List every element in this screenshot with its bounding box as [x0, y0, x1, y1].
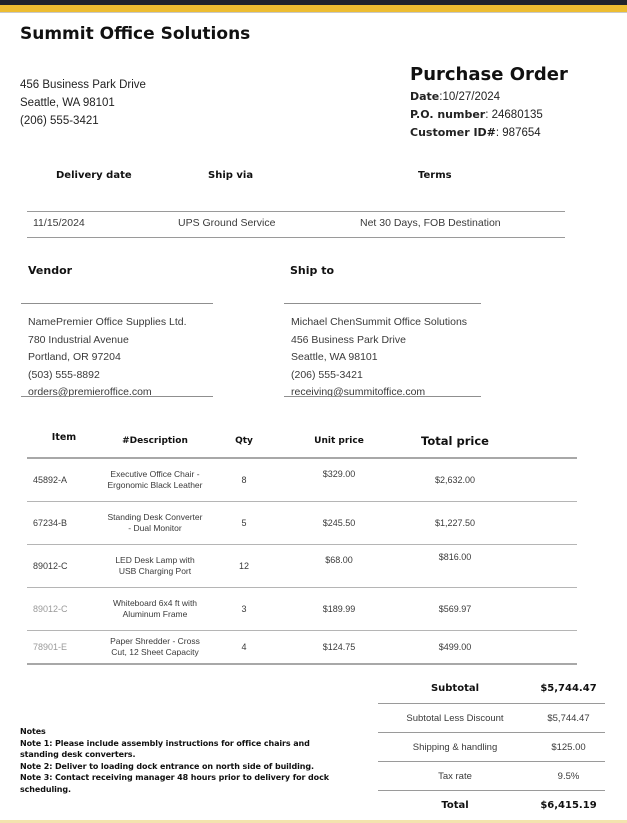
po-number	[410, 106, 568, 124]
shipping-handling-row	[378, 732, 605, 761]
vendor-divider-bottom	[21, 396, 213, 397]
item-unit-price: $245.50	[322, 518, 356, 528]
tax-rate-value: 9.5%	[557, 770, 580, 782]
ship-to-line: receiving@summitoffice.com	[291, 386, 426, 398]
terms-value: Net 30 Days, FOB Destination	[360, 217, 501, 229]
subtotal-less-discount-label: Subtotal Less Discount	[406, 712, 504, 724]
ship-via-value: UPS Ground Service	[178, 217, 276, 229]
item-description-line: LED Desk Lamp with	[115, 555, 195, 565]
items-table-header-row	[27, 425, 577, 459]
unit-price-column-header: Unit price	[314, 436, 364, 446]
tax-rate-row	[378, 761, 605, 790]
subtotal-label: Subtotal	[430, 683, 480, 694]
total-row	[378, 790, 605, 819]
vendor-address-block	[28, 314, 187, 402]
item-description	[101, 512, 209, 534]
item-qty: 12	[238, 561, 249, 571]
item-qty: 8	[241, 475, 247, 485]
total-price-column-header: Total price	[421, 434, 489, 448]
vendor-line: NamePremier Office Supplies Ltd.	[28, 316, 187, 328]
item-description-line: Whiteboard 6x4 ft with	[112, 598, 198, 608]
po-title: Purchase Order	[410, 64, 568, 85]
po-date-value: :10/27/2024	[439, 91, 501, 103]
vendor-line: 780 Industrial Avenue	[28, 333, 129, 346]
description-column-header: #Description	[122, 436, 188, 446]
shipping-handling-label: Shipping & handling	[412, 741, 498, 753]
po-date-label: Date	[410, 90, 440, 103]
shipping-divider-bottom	[27, 237, 565, 238]
subtotal-value: $5,744.47	[540, 683, 597, 694]
item-code: 78901-E	[33, 642, 68, 652]
po-date	[410, 88, 568, 106]
item-description	[101, 469, 209, 491]
shipping-handling-value: $125.00	[551, 741, 586, 753]
subtotal-row	[378, 674, 605, 703]
company-address	[20, 76, 146, 130]
ship-to-divider-bottom	[284, 396, 481, 397]
table-row	[27, 502, 577, 545]
total-value: $6,415.19	[540, 799, 597, 811]
ship-to-address-block	[291, 314, 467, 402]
company-address-line: Seattle, WA 98101	[20, 97, 115, 109]
item-description-line: Executive Office Chair -	[110, 469, 200, 479]
ship-via-header: Ship via	[208, 170, 254, 181]
item-code: 89012-C	[33, 561, 68, 571]
note-line: Note 2: Deliver to loading dock entrance on north side of building.	[20, 761, 314, 771]
item-unit-price-value: $329.00	[322, 469, 356, 479]
item-code: 89012-C	[33, 604, 68, 614]
qty-column-header: Qty	[235, 436, 253, 446]
item-description	[101, 555, 209, 577]
po-customer-id-label: Customer ID#	[410, 126, 496, 139]
item-description	[101, 598, 209, 620]
ship-to-section-title: Ship to	[290, 264, 335, 277]
vendor-line: orders@premieroffice.com	[28, 386, 152, 398]
item-description-line: Ergonomic Black Leather	[107, 480, 203, 490]
subtotal-less-discount-row	[378, 703, 605, 732]
vendor-line: Portland, OR 97204	[28, 351, 121, 363]
vendor-section-title: Vendor	[28, 264, 73, 277]
item-total-price: $499.00	[438, 642, 472, 652]
notes-section	[20, 726, 350, 795]
company-address-line: (206) 555-3421	[20, 115, 99, 127]
note-line: Note 3: Contact receiving manager 48 hours prior to delivery for dock scheduling.	[20, 773, 329, 794]
subtotal-less-discount-value: $5,744.47	[547, 712, 590, 724]
vendor-divider-top	[21, 303, 213, 304]
tax-rate-label: Tax rate	[438, 770, 472, 782]
po-header-block	[410, 64, 568, 142]
items-table	[27, 425, 577, 665]
item-total-price-value: $816.00	[438, 552, 472, 562]
item-column-header: Item	[51, 431, 77, 443]
item-qty: 3	[241, 604, 247, 614]
po-customer-id-value: : 987654	[495, 127, 541, 139]
item-total-price: $569.97	[438, 604, 472, 614]
vendor-line: (503) 555-8892	[28, 368, 100, 381]
ship-to-line: 456 Business Park Drive	[291, 333, 406, 346]
item-code: 67234-B	[33, 518, 68, 528]
ship-to-line: (206) 555-3421	[291, 368, 363, 381]
ship-to-line: Michael ChenSummit Office Solutions	[291, 316, 468, 328]
po-number-label: P.O. number	[410, 108, 486, 121]
totals-table	[378, 674, 605, 819]
item-description	[101, 636, 209, 658]
table-row	[27, 631, 577, 665]
item-code: 45892-A	[33, 475, 68, 485]
item-unit-price-value: $68.00	[325, 555, 353, 565]
item-unit-price: $124.75	[322, 642, 356, 652]
item-unit-price: $189.99	[322, 604, 356, 614]
item-total-price: $1,227.50	[434, 518, 476, 528]
notes-title: Notes	[20, 727, 46, 736]
item-description-line: USB Charging Port	[118, 566, 192, 576]
total-label: Total	[441, 799, 469, 811]
delivery-date-value: 11/15/2024	[33, 217, 85, 229]
ship-to-divider-top	[284, 303, 481, 304]
item-unit-price	[279, 469, 399, 485]
po-number-value: : 24680135	[485, 109, 543, 121]
terms-header: Terms	[418, 170, 452, 181]
note-line: Note 1: Please include assembly instructions for office chairs and standing desk converters.	[20, 738, 310, 759]
item-unit-price	[279, 555, 399, 571]
item-description-line: Standing Desk Converter	[107, 512, 203, 522]
item-qty: 4	[241, 642, 247, 652]
item-total-price	[399, 552, 511, 571]
shipping-divider-top	[27, 211, 565, 212]
item-description-line: Aluminum Frame	[122, 609, 188, 619]
table-row	[27, 588, 577, 631]
company-address-line: 456 Business Park Drive	[20, 79, 146, 91]
item-description-line: Paper Shredder - Cross	[110, 636, 200, 646]
top-gold-accent-bar	[0, 5, 627, 13]
item-description-line: Cut, 12 Sheet Capacity	[111, 647, 199, 657]
item-total-price: $2,632.00	[434, 475, 476, 485]
table-row	[27, 459, 577, 502]
ship-to-line: Seattle, WA 98101	[291, 351, 378, 363]
delivery-date-header: Delivery date	[56, 170, 132, 181]
company-name: Summit Office Solutions	[20, 24, 251, 44]
item-qty: 5	[241, 518, 247, 528]
item-description-line: - Dual Monitor	[128, 523, 182, 533]
po-customer-id	[410, 124, 568, 142]
table-row	[27, 545, 577, 588]
